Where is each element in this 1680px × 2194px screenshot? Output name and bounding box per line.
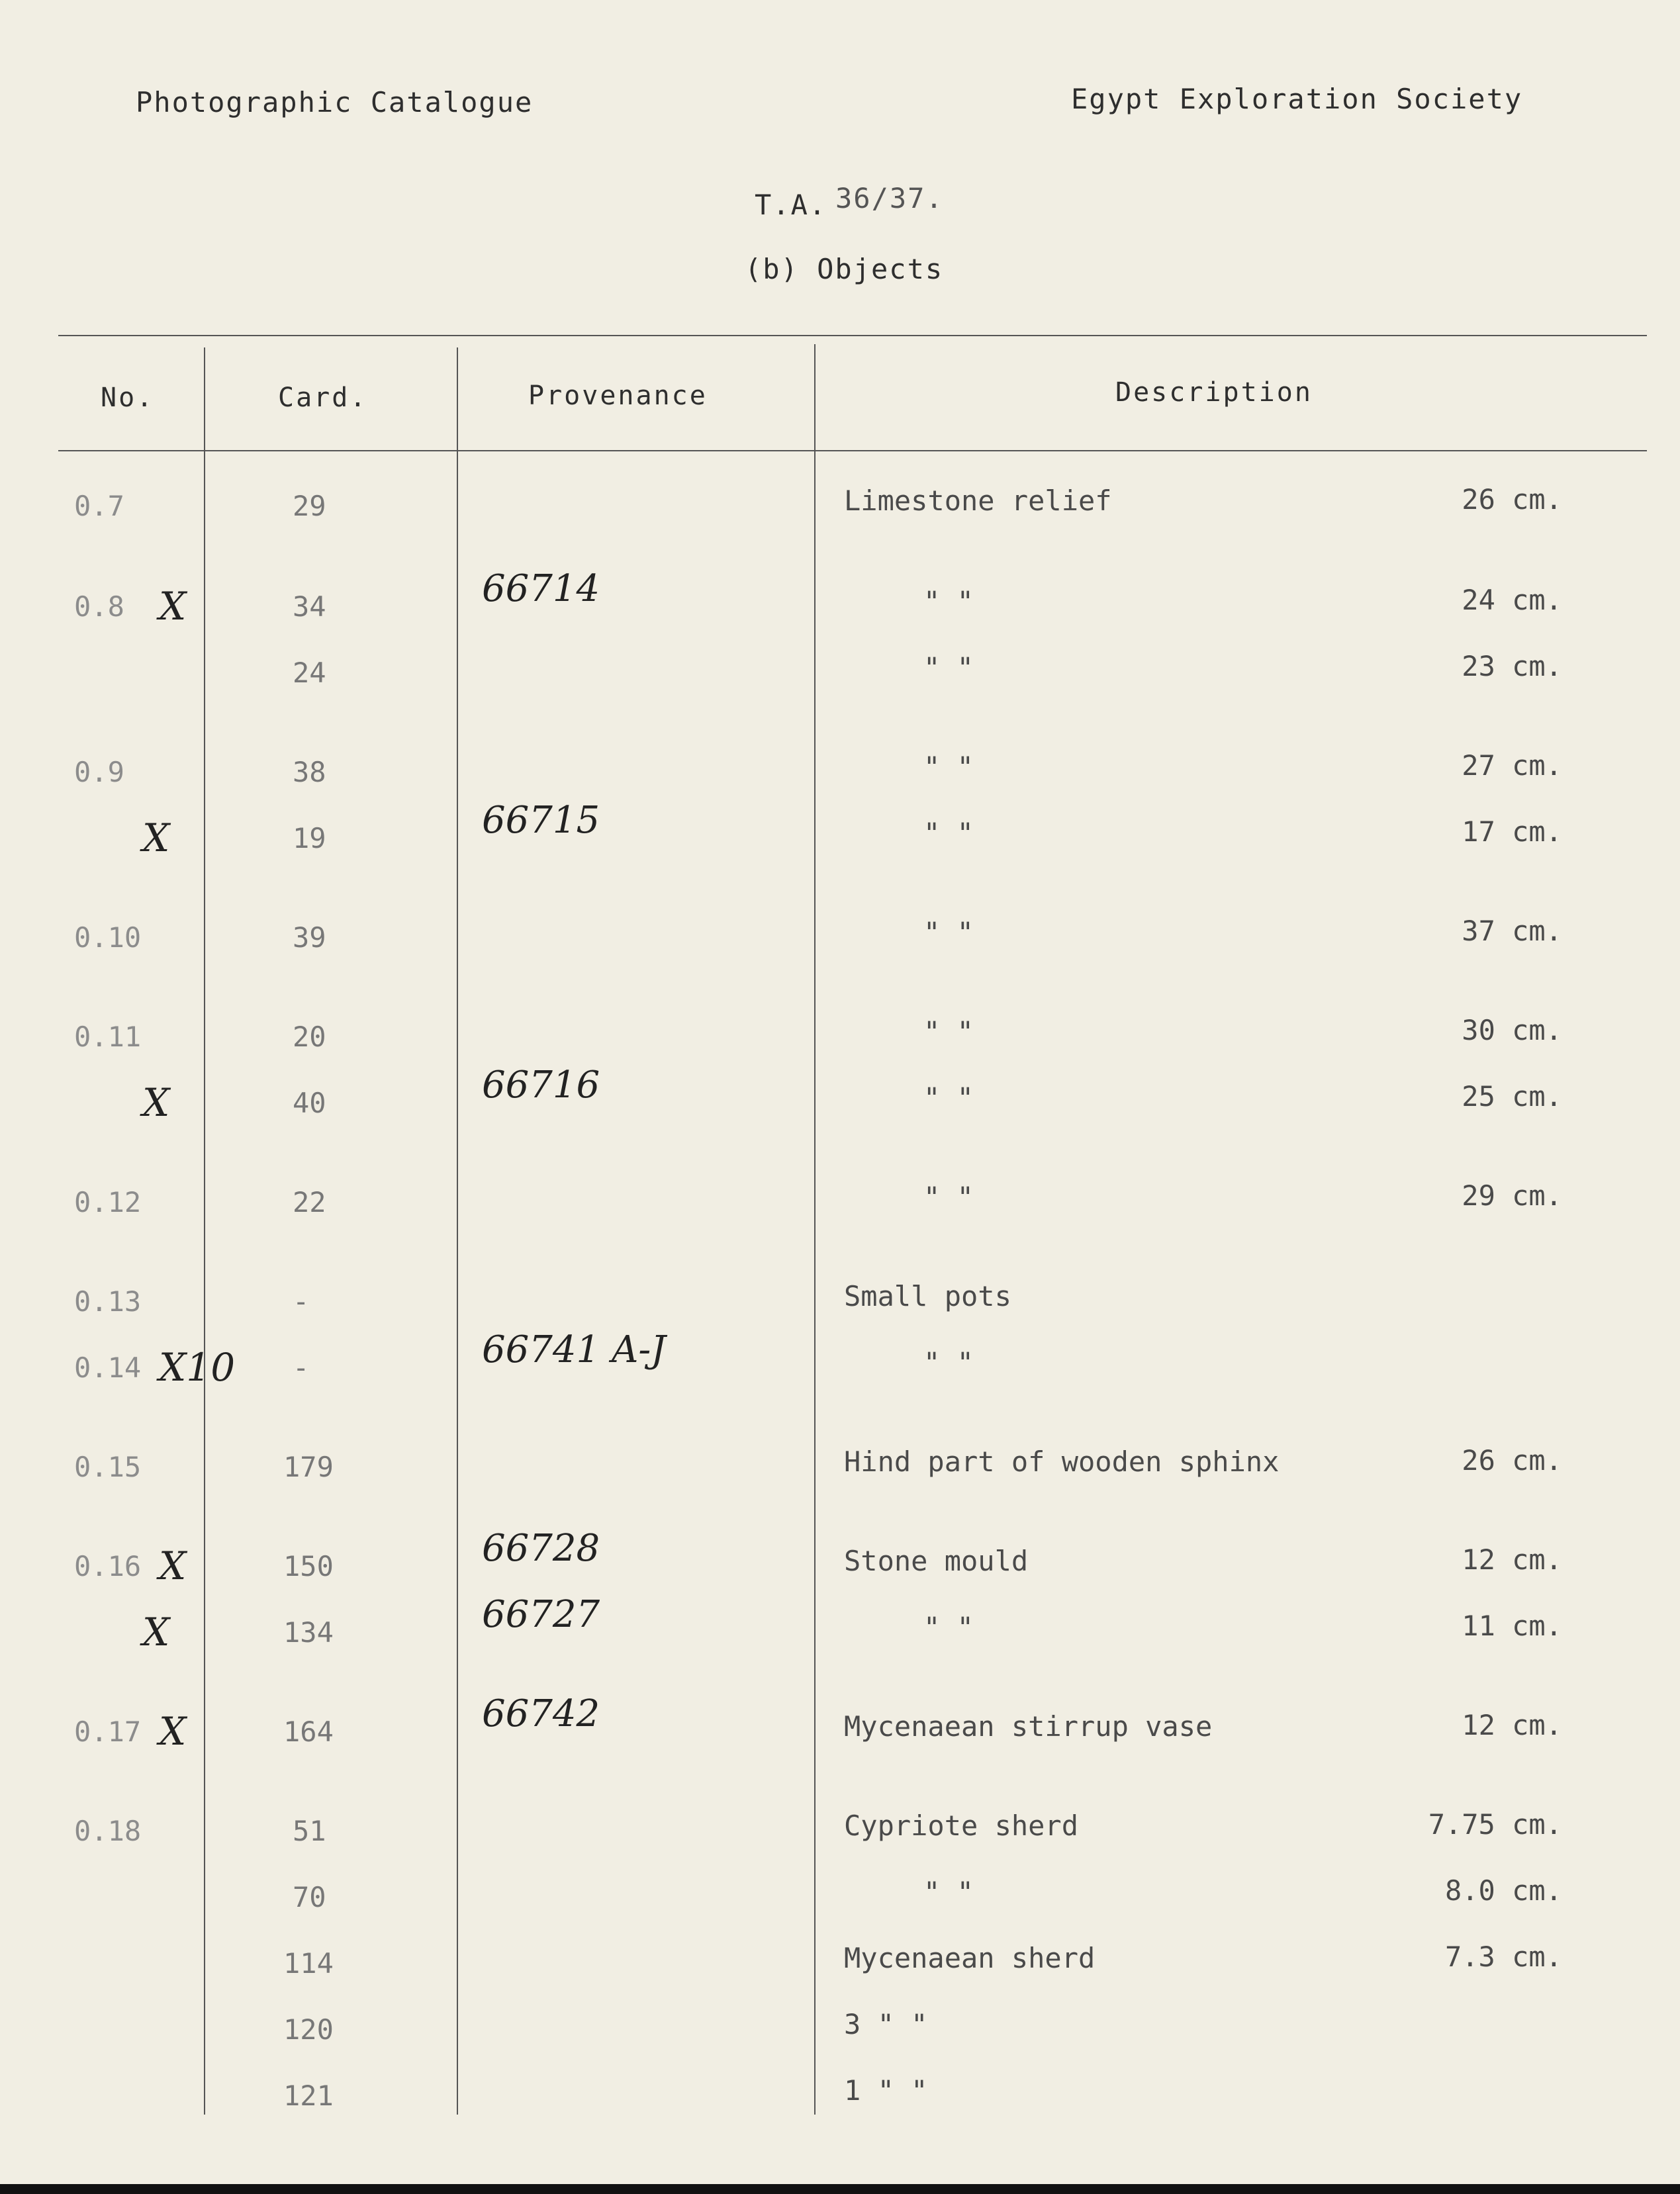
description-text: " " <box>923 1611 974 1643</box>
row-number: 0.11 <box>74 1021 142 1053</box>
row-number: 0.13 <box>74 1285 142 1318</box>
description-text: " " <box>923 651 974 684</box>
size-value: 17 cm. <box>1462 815 1562 848</box>
size-value: 26 cm. <box>1462 483 1562 516</box>
column-header-provenance: Provenance <box>528 381 708 411</box>
column-divider-2 <box>457 347 458 2115</box>
size-value: 26 cm. <box>1462 1444 1562 1477</box>
size-value: 24 cm. <box>1462 584 1562 616</box>
row-number: 0.15 <box>74 1451 142 1483</box>
provenance-number: 66715 <box>482 799 600 842</box>
card-number: 24 <box>293 657 326 689</box>
reference-prefix: T.A. <box>755 189 827 221</box>
size-value: 29 cm. <box>1462 1179 1562 1212</box>
row-check-mark: X10 <box>159 1345 236 1390</box>
column-header-no: No. <box>101 383 155 413</box>
size-value: 30 cm. <box>1462 1014 1562 1046</box>
description-text: " " <box>923 817 974 849</box>
size-value: 7.75 cm. <box>1428 1808 1562 1841</box>
card-number: 29 <box>293 490 326 522</box>
card-number: 164 <box>283 1715 334 1748</box>
description-text: Mycenaean sherd <box>844 1942 1096 1974</box>
provenance-number: 66741 A-J <box>482 1328 666 1371</box>
card-number: 40 <box>293 1087 326 1119</box>
description-text: Cypriote sherd <box>844 1809 1079 1842</box>
column-header-description: Description <box>1115 377 1313 408</box>
table-header-rule <box>58 450 1647 451</box>
card-number: 22 <box>293 1186 326 1218</box>
description-text: Hind part of wooden sphinx <box>844 1445 1280 1478</box>
row-check-mark: X <box>142 1080 170 1125</box>
row-check-mark: X <box>142 815 170 860</box>
card-number: 51 <box>293 1815 326 1847</box>
size-value: 8.0 cm. <box>1444 1874 1562 1907</box>
card-number: 179 <box>283 1451 334 1483</box>
card-number: 39 <box>293 921 326 954</box>
description-text: 1 " " <box>844 2074 928 2107</box>
row-number: 0.12 <box>74 1186 142 1218</box>
table-top-rule <box>58 335 1647 336</box>
card-number: 114 <box>283 1947 334 1980</box>
card-number: 34 <box>293 590 326 623</box>
left-title: Photographic Catalogue <box>136 86 534 118</box>
description-text: " " <box>923 1015 974 1048</box>
size-value: 7.3 cm. <box>1444 1941 1562 1973</box>
size-value: 37 cm. <box>1462 915 1562 947</box>
row-number: 0.18 <box>74 1815 142 1847</box>
card-number: 121 <box>283 2080 334 2112</box>
size-value: 11 cm. <box>1462 1610 1562 1642</box>
size-value: 27 cm. <box>1462 749 1562 782</box>
card-number: 19 <box>293 822 326 854</box>
column-header-card: Card. <box>278 383 368 413</box>
size-value: 25 cm. <box>1462 1080 1562 1113</box>
description-text: " " <box>923 1081 974 1114</box>
row-check-mark: X <box>142 1610 170 1655</box>
subtitle: (b) Objects <box>745 253 944 285</box>
reference-number: 36/37. <box>835 182 944 214</box>
column-divider-3 <box>814 344 816 2115</box>
card-number: - <box>293 1351 310 1384</box>
row-number: 0.16 <box>74 1550 142 1582</box>
provenance-number: 66728 <box>482 1527 600 1570</box>
row-number: 0.8 <box>74 590 124 623</box>
card-number: 70 <box>293 1881 326 1913</box>
size-value: 12 cm. <box>1462 1709 1562 1741</box>
card-number: - <box>293 1285 310 1318</box>
card-number: 38 <box>293 756 326 788</box>
size-value: 12 cm. <box>1462 1543 1562 1576</box>
description-text: " " <box>923 585 974 617</box>
description-text: Limestone relief <box>844 484 1112 517</box>
description-text: Small pots <box>844 1280 1011 1312</box>
description-text: 3 " " <box>844 2008 928 2040</box>
card-number: 150 <box>283 1550 334 1582</box>
description-text: " " <box>923 1346 974 1379</box>
row-number: 0.9 <box>74 756 124 788</box>
row-number: 0.14 <box>74 1351 142 1384</box>
row-number: 0.10 <box>74 921 142 954</box>
row-check-mark: X <box>159 1709 187 1754</box>
scan-edge <box>0 2184 1680 2194</box>
right-title: Egypt Exploration Society <box>1071 83 1523 115</box>
card-number: 134 <box>283 1616 334 1649</box>
row-number: 0.17 <box>74 1715 142 1748</box>
provenance-number: 66742 <box>482 1692 600 1735</box>
provenance-number: 66727 <box>482 1593 600 1636</box>
row-number: 0.7 <box>74 490 124 522</box>
size-value: 23 cm. <box>1462 650 1562 682</box>
row-check-mark: X <box>159 1543 187 1588</box>
card-number: 20 <box>293 1021 326 1053</box>
description-text: " " <box>923 1181 974 1213</box>
description-text: " " <box>923 916 974 948</box>
description-text: Stone mould <box>844 1545 1029 1577</box>
row-check-mark: X <box>159 584 187 629</box>
description-text: " " <box>923 1876 974 1908</box>
provenance-number: 66716 <box>482 1064 600 1107</box>
description-text: Mycenaean stirrup vase <box>844 1710 1213 1743</box>
provenance-number: 66714 <box>482 567 600 610</box>
column-divider-1 <box>204 347 205 2115</box>
description-text: " " <box>923 751 974 783</box>
card-number: 120 <box>283 2013 334 2046</box>
